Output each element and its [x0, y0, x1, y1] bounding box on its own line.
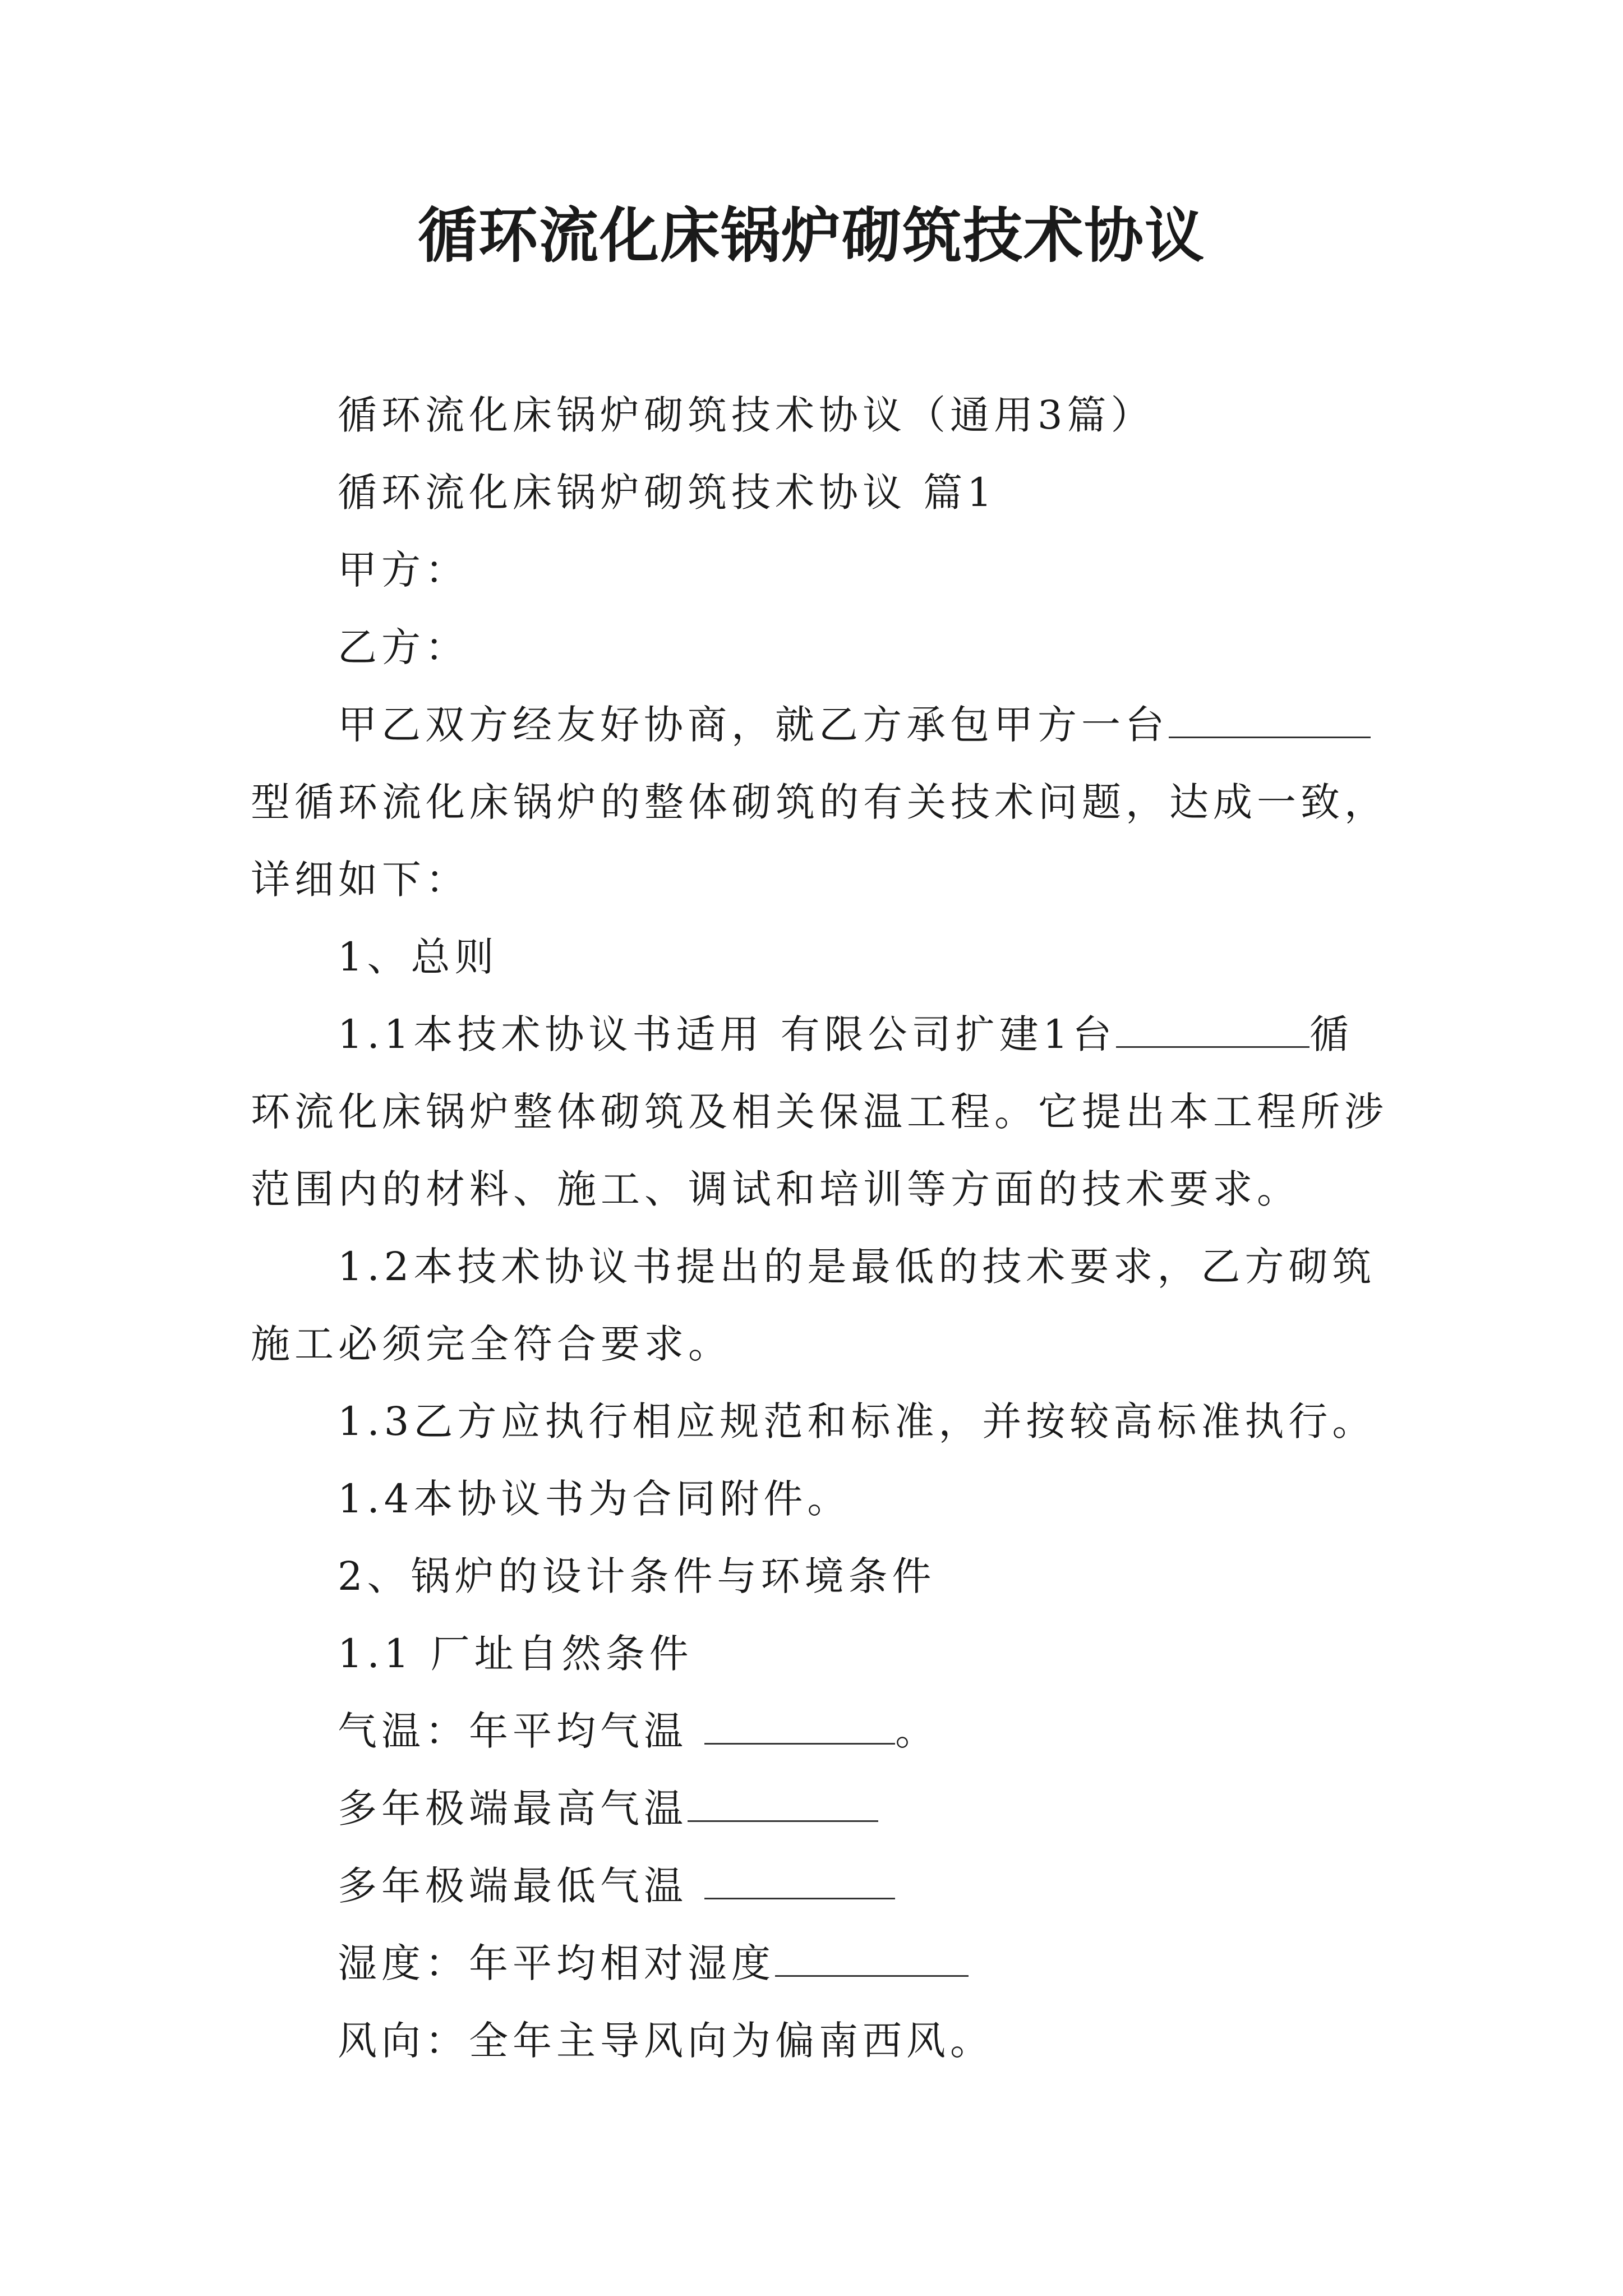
clause-1-2-line-2: 施工必须完全符合要求。 — [251, 1321, 732, 1367]
party-b-label: 乙方： — [338, 624, 469, 670]
intro-text: 甲乙双方经友好协商，就乙方承包甲方一台 — [338, 702, 1169, 748]
clause-1-3: 1.3乙方应执行相应规范和标准，并按较高标准执行。 — [338, 1398, 1376, 1444]
section-1-heading: 1、总则 — [338, 934, 499, 980]
min-temperature-blank — [704, 1863, 895, 1899]
max-temperature-blank — [688, 1786, 878, 1822]
boiler-model-blank — [1169, 702, 1371, 738]
avg-temperature-blank — [704, 1708, 895, 1745]
max-temperature-line — [338, 1780, 878, 1837]
humidity-line — [338, 1935, 969, 1991]
party-a-label: 甲方： — [338, 547, 469, 593]
max-temperature-label: 多年极端最高气温 — [338, 1786, 688, 1832]
clause-1-1-line-2: 环流化床锅炉整体砌筑及相关保温工程。它提出本工程所涉 — [251, 1089, 1388, 1135]
min-temperature-line — [338, 1858, 895, 1914]
humidity-blank — [775, 1940, 969, 1977]
humidity-label: 湿度：年平均相对湿度 — [338, 1940, 775, 1986]
intro-paragraph-line-3: 详细如下： — [251, 857, 469, 903]
subtitle-part-1: 循环流化床锅炉砌筑技术协议 篇1 — [338, 470, 997, 516]
clause-1-1-line-1 — [338, 1006, 1353, 1062]
subtitle-collection: 循环流化床锅炉砌筑技术协议（通用3篇） — [338, 392, 1155, 438]
intro-paragraph-line-2: 型循环流化床锅炉的整体砌筑的有关技术问题，达成一致， — [251, 779, 1388, 825]
project-blank — [1116, 1011, 1310, 1048]
avg-temperature-line — [338, 1703, 939, 1759]
site-conditions-heading: 1.1 厂址自然条件 — [338, 1631, 693, 1677]
clause-1-4: 1.4本协议书为合同附件。 — [338, 1476, 851, 1522]
section-2-heading: 2、锅炉的设计条件与环境条件 — [338, 1553, 936, 1599]
clause-1-1-tail: 循 — [1310, 1011, 1354, 1057]
clause-1-2-line-1: 1.2本技术协议书提出的是最低的技术要求，乙方砌筑 — [338, 1244, 1376, 1290]
document-title: 循环流化床锅炉砌筑技术协议 — [418, 200, 1205, 270]
avg-temperature-period: 。 — [895, 1708, 939, 1754]
intro-paragraph-line-1 — [338, 697, 1371, 753]
clause-1-1-line-3: 范围内的材料、施工、调试和培训等方面的技术要求。 — [251, 1166, 1301, 1212]
avg-temperature-label: 气温：年平均气温 — [338, 1708, 705, 1754]
min-temperature-label: 多年极端最低气温 — [338, 1863, 705, 1909]
clause-1-1-text: 1.1本技术协议书适用 有限公司扩建1台 — [338, 1011, 1117, 1057]
wind-direction-line: 风向：全年主导风向为偏南西风。 — [338, 2018, 994, 2064]
